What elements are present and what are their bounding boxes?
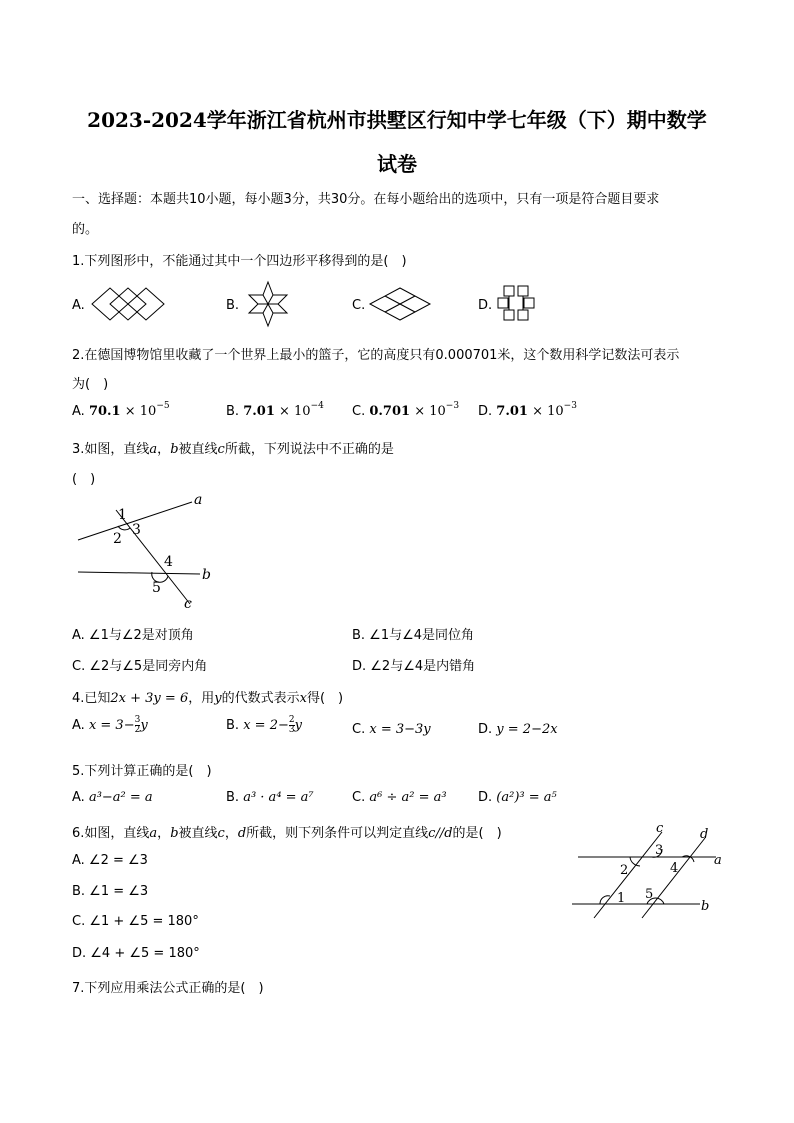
section-header-line2: 的。: [72, 222, 99, 237]
q2-option-b: B. $7.01 \times 10^{-4}$: [226, 401, 324, 419]
angle-label-4: 4: [164, 554, 173, 570]
q6-figure: [570, 820, 730, 920]
q1-figure-c: [368, 286, 434, 322]
q3-option-d: D. ∠2与∠4是内错角: [352, 659, 476, 674]
q6-option-a: A. ∠2 = ∠3: [72, 853, 148, 868]
q3-option-c: C. ∠2与∠5是同旁内角: [72, 659, 208, 674]
line-label-b: b: [701, 899, 710, 914]
q3-option-b: B. ∠1与∠4是同位角: [352, 628, 475, 643]
q5-option-c: C. a⁶ ÷ a² = a³: [352, 790, 447, 805]
q1-figure-d: [496, 284, 538, 326]
line-d: [642, 838, 705, 918]
angle-label-5: 5: [645, 887, 654, 902]
q5-stem: 5.下列计算正确的是( ): [72, 764, 212, 779]
q2-option-a: A. $70.1 \times 10^{-5}$: [72, 401, 170, 419]
q6-option-c: C. ∠1 + ∠5 = 180°: [72, 914, 199, 929]
q4-option-c: C. x = 3−3y: [352, 722, 431, 737]
angle-label-2: 2: [113, 531, 122, 547]
q1-figure-b: [244, 279, 292, 329]
q3-stem: 3.如图，直线a，b被直线c所截，下列说法中不正确的是: [72, 442, 394, 457]
q4-option-d: D. y = 2−2x: [478, 722, 558, 737]
q2-stem: 2.在德国博物馆里收藏了一个世界上最小的篮子，它的高度只有0.000701米，这个数用科学记数法可表示: [72, 348, 680, 363]
q1-option-c-label: C.: [352, 298, 366, 313]
q1-option-d-label: D.: [478, 298, 493, 313]
angle-label-3: 3: [132, 522, 141, 538]
line-b: [78, 572, 200, 574]
angle-label-2: 2: [620, 863, 629, 878]
q4-option-a: A. x = 3− $\frac{3}{2}$ y: [72, 715, 148, 735]
q4-option-b: B. x = 2− $\frac{2}{3}$ y: [226, 715, 302, 735]
angle-label-1: 1: [617, 891, 626, 906]
line-label-c: c: [184, 596, 192, 612]
q5-option-d: D. (a²)³ = a⁵: [478, 790, 557, 805]
line-label-d: d: [700, 827, 709, 842]
q5-option-a: A. a³−a² = a: [72, 790, 153, 805]
q7-stem: 7.下列应用乘法公式正确的是( ): [72, 981, 264, 996]
q1-figure-a: [90, 286, 170, 322]
line-label-a: a: [194, 492, 203, 508]
page-title-line2: 试卷: [377, 152, 417, 176]
q2-stem-line2: 为( ): [72, 377, 109, 392]
q3-figure: [72, 490, 222, 616]
q6-option-d: D. ∠4 + ∠5 = 180°: [72, 946, 200, 961]
q3-paren: ( ): [72, 472, 96, 487]
q2-option-c: C. $0.701 \times 10^{-3}$: [352, 401, 460, 419]
q4-stem: 4.已知2x + 3y = 6，用y的代数式表示x得( ): [72, 691, 344, 706]
q1-option-a-label: A.: [72, 298, 85, 313]
q5-option-b: B. a³ · a⁴ = a⁷: [226, 790, 314, 805]
angle-label-5: 5: [152, 580, 161, 596]
q1-stem: 1.下列图形中，不能通过其中一个四边形平移得到的是( ): [72, 254, 407, 269]
line-label-b: b: [202, 567, 211, 583]
angle-label-3: 3: [655, 843, 664, 858]
q3-option-a: A. ∠1与∠2是对顶角: [72, 628, 194, 643]
q6-stem: 6.如图，直线a，b被直线c，d所截，则下列条件可以判定直线c//d的是( ): [72, 826, 502, 841]
q2-option-d: D. $7.01 \times 10^{-3}$: [478, 401, 577, 419]
section-header: 一、选择题：本题共10小题，每小题3分，共30分。在每小题给出的选项中，只有一项是符合题目要求: [72, 192, 660, 207]
angle-label-4: 4: [670, 861, 679, 876]
line-label-c: c: [656, 821, 664, 836]
q6-option-b: B. ∠1 = ∠3: [72, 884, 149, 899]
q1-option-b-label: B.: [226, 298, 240, 313]
line-label-a: a: [714, 853, 722, 868]
angle-label-1: 1: [118, 507, 127, 523]
page-title: 2023-2024学年浙江省杭州市拱墅区行知中学七年级（下）期中数学: [87, 108, 707, 132]
